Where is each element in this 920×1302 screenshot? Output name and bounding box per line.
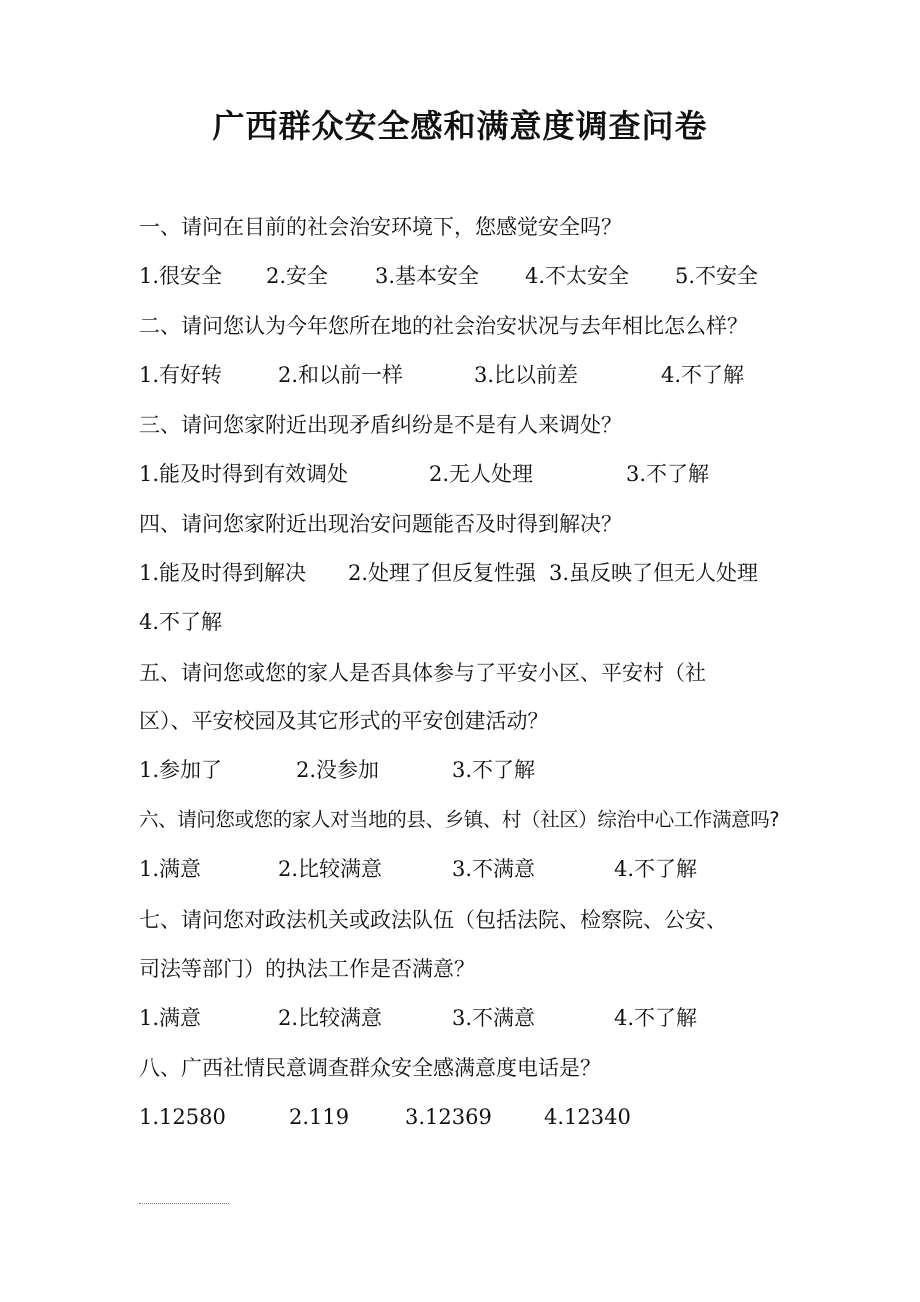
footer-divider <box>139 1203 229 1204</box>
option-7-4[interactable]: 4.不了解 <box>614 1006 698 1030</box>
question-1-text: 一、请问在目前的社会治安环境下，您感觉安全吗？ <box>139 215 622 239</box>
question-7-text-line-1: 七、请问您对政法机关或政法队伍（包括法院、检察院、公安、 <box>139 908 727 932</box>
option-2-3[interactable]: 3.比以前差 <box>474 363 579 387</box>
option-4-1[interactable]: 1.能及时得到解决 <box>139 561 307 585</box>
page-title: 广西群众安全感和满意度调查问卷 <box>212 107 708 145</box>
option-7-2[interactable]: 2.比较满意 <box>278 1006 383 1030</box>
option-6-2[interactable]: 2.比较满意 <box>278 857 383 881</box>
option-5-3[interactable]: 3.不了解 <box>452 758 536 782</box>
option-3-1[interactable]: 1.能及时得到有效调处 <box>139 462 349 486</box>
option-7-1[interactable]: 1.满意 <box>139 1006 202 1030</box>
option-6-3[interactable]: 3.不满意 <box>452 857 536 881</box>
option-8-2[interactable]: 2.119 <box>289 1105 350 1129</box>
option-8-4[interactable]: 4.12340 <box>544 1105 631 1129</box>
option-2-1[interactable]: 1.有好转 <box>139 363 223 387</box>
question-3-text: 三、请问您家附近出现矛盾纠纷是不是有人来调处？ <box>139 413 622 437</box>
option-7-3[interactable]: 3.不满意 <box>452 1006 536 1030</box>
option-1-4[interactable]: 4.不太安全 <box>525 264 630 288</box>
option-1-5[interactable]: 5.不安全 <box>675 264 759 288</box>
question-8-text: 八、广西社情民意调查群众安全感满意度电话是？ <box>139 1056 601 1080</box>
option-2-2[interactable]: 2.和以前一样 <box>278 363 404 387</box>
option-1-2[interactable]: 2.安全 <box>266 264 329 288</box>
option-1-3[interactable]: 3.基本安全 <box>375 264 480 288</box>
question-5-text-line-2: 区）、平安校园及其它形式的平安创建活动？ <box>139 709 549 733</box>
question-7-text-line-2: 司法等部门）的执法工作是否满意？ <box>139 957 475 981</box>
question-2-text: 二、请问您认为今年您所在地的社会治安状况与去年相比怎么样？ <box>139 314 748 338</box>
question-5-text-line-1: 五、请问您或您的家人是否具体参与了平安小区、平安村（社 <box>139 661 706 685</box>
option-3-3[interactable]: 3.不了解 <box>626 462 710 486</box>
option-2-4[interactable]: 4.不了解 <box>661 363 745 387</box>
option-6-1[interactable]: 1.满意 <box>139 857 202 881</box>
option-5-1[interactable]: 1.参加了 <box>139 758 223 782</box>
option-1-1[interactable]: 1.很安全 <box>139 264 223 288</box>
option-6-4[interactable]: 4.不了解 <box>614 857 698 881</box>
question-4-text: 四、请问您家附近出现治安问题能否及时得到解决？ <box>139 512 622 536</box>
option-8-1[interactable]: 1.12580 <box>139 1105 226 1129</box>
option-4-3[interactable]: 3.虽反映了但无人处理 <box>549 561 759 585</box>
option-4-4[interactable]: 4.不了解 <box>139 610 223 634</box>
option-8-3[interactable]: 3.12369 <box>405 1105 492 1129</box>
question-6-text: 六、请问您或您的家人对当地的县、乡镇、村（社区）综治中心工作满意吗? <box>139 808 780 831</box>
option-3-2[interactable]: 2.无人处理 <box>429 462 534 486</box>
option-5-2[interactable]: 2.没参加 <box>296 758 380 782</box>
option-4-2[interactable]: 2.处理了但反复性强 <box>348 561 537 585</box>
